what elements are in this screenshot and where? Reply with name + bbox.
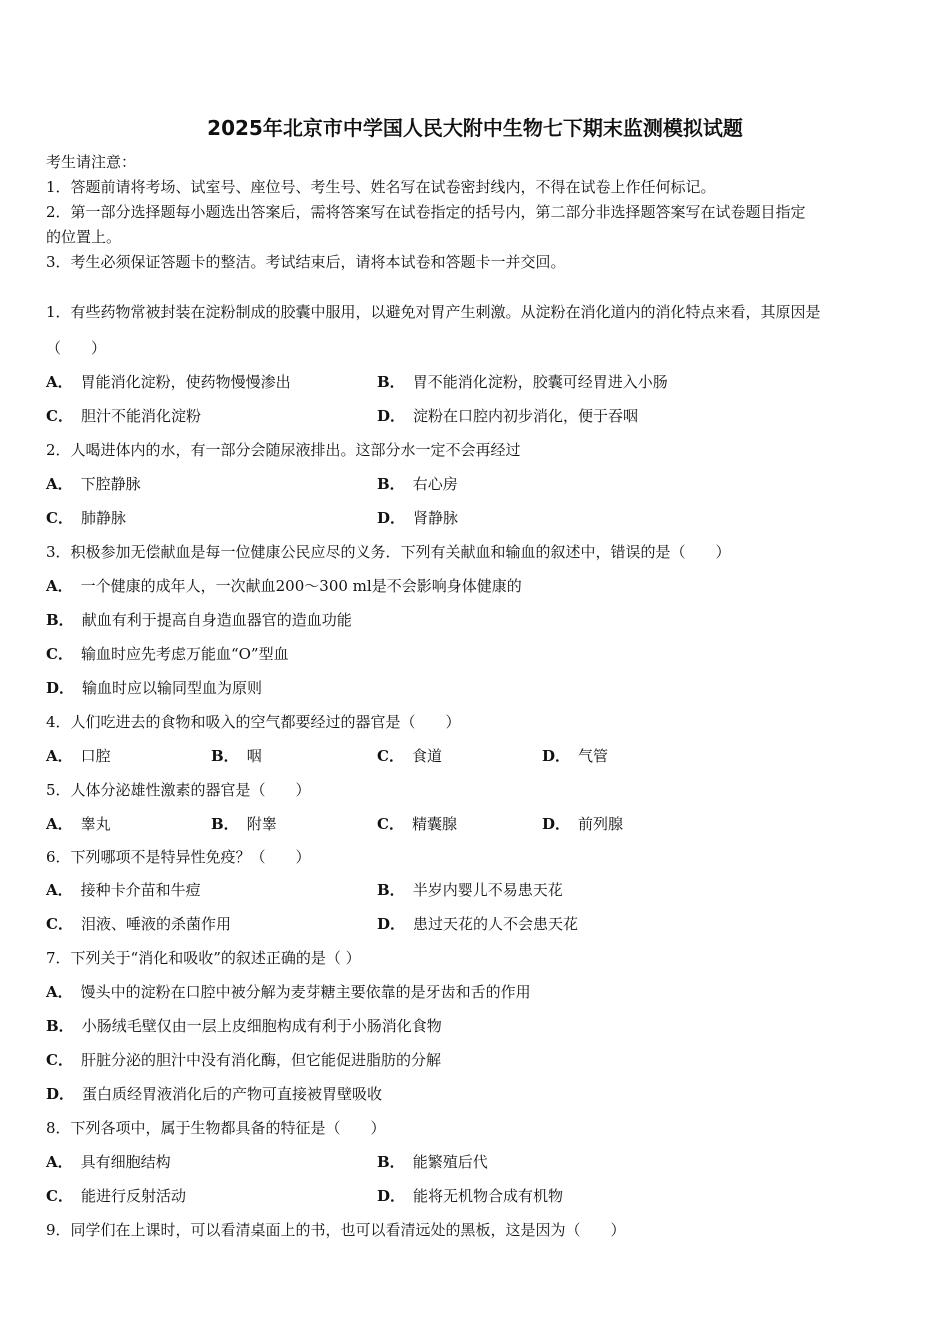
option-letter: B．: [46, 1017, 74, 1035]
question-stem: 4．人们吃进去的食物和吸入的空气都要经过的器官是（ ）: [46, 713, 461, 731]
option-b: [377, 372, 668, 392]
question-stem: 9．同学们在上课时，可以看清桌面上的书，也可以看清远处的黑板，这是因为（ ）: [46, 1221, 626, 1239]
option-letter: A．: [46, 815, 73, 833]
option-text: 食道: [411, 747, 442, 765]
option-letter: B．: [211, 747, 239, 765]
notice-item: 的位置上。: [46, 228, 122, 246]
option-letter: D．: [377, 915, 406, 933]
option-b: [377, 474, 458, 494]
option-text: 馒头中的淀粉在口腔中被分解为麦芽糖主要依靠的是牙齿和舌的作用: [80, 983, 531, 1001]
option-text: 蛋白质经胃液消化后的产物可直接被胃壁吸收: [82, 1085, 383, 1103]
question-stem-blank: （ ）: [46, 339, 107, 357]
option-b: [211, 814, 277, 834]
option-text: 献血有利于提高自身造血器官的造血功能: [81, 611, 352, 629]
option-letter: A．: [46, 475, 73, 493]
option-text: 前列腺: [578, 815, 624, 833]
option-d: [542, 746, 608, 766]
notice-item: 3．考生必须保证答题卡的整洁。考试结束后，请将本试卷和答题卡一并交回。: [46, 253, 566, 271]
option-letter: C．: [46, 407, 73, 425]
notice-item: 1．答题前请将考场、试室号、座位号、考生号、姓名写在试卷密封线内，不得在试卷上作任何标记。: [46, 178, 716, 196]
option-text: 精囊腺: [411, 815, 457, 833]
option-text: 泪液、唾液的杀菌作用: [80, 915, 231, 933]
option-letter: A．: [46, 373, 73, 391]
option-text: 下腔静脉: [80, 475, 141, 493]
option-d: [46, 678, 262, 698]
option-text: 输血时应先考虑万能血“O”型血: [80, 645, 289, 663]
question-stem: 6．下列哪项不是特异性免疫？（ ）: [46, 848, 311, 866]
question-stem: 3．积极参加无偿献血是每一位健康公民应尽的义务．下列有关献血和输血的叙述中，错误的是（ ）: [46, 543, 731, 561]
option-letter: C．: [377, 747, 404, 765]
option-letter: D．: [377, 509, 406, 527]
option-text: 咽: [246, 747, 262, 765]
option-b: [46, 610, 352, 630]
option-letter: B．: [377, 373, 405, 391]
question-stem: 5．人体分泌雄性激素的器官是（ ）: [46, 781, 311, 799]
option-c: [46, 914, 231, 934]
option-text: 患过天花的人不会患天花: [413, 915, 579, 933]
option-c: [46, 1186, 186, 1206]
option-text: 能繁殖后代: [412, 1153, 488, 1171]
option-letter: C．: [46, 1051, 73, 1069]
option-letter: D．: [377, 407, 406, 425]
option-text: 小肠绒毛壁仅由一层上皮细胞构成有利于小肠消化食物: [81, 1017, 442, 1035]
option-c: [46, 406, 201, 426]
option-a: [46, 982, 531, 1002]
option-text: 胆汁不能消化淀粉: [80, 407, 201, 425]
option-letter: D．: [46, 1085, 75, 1103]
option-a: [46, 372, 291, 392]
option-text: 肺静脉: [80, 509, 126, 527]
question-stem: 1．有些药物常被封装在淀粉制成的胶囊中服用，以避免对胃产生刺激。从淀粉在消化道内的消化特点来看，其原因是: [46, 303, 821, 321]
option-a: [46, 746, 111, 766]
option-text: 右心房: [412, 475, 458, 493]
option-text: 胃不能消化淀粉，胶囊可经胃进入小肠: [412, 373, 668, 391]
option-letter: D．: [46, 679, 75, 697]
option-text: 附睾: [246, 815, 277, 833]
option-text: 半岁内婴儿不易患天花: [412, 881, 563, 899]
option-letter: A．: [46, 577, 73, 595]
option-d: [542, 814, 623, 834]
option-letter: D．: [377, 1187, 406, 1205]
option-letter: B．: [377, 1153, 405, 1171]
option-text: 具有细胞结构: [80, 1153, 171, 1171]
option-letter: C．: [46, 509, 73, 527]
option-letter: B．: [46, 611, 74, 629]
option-text: 睾丸: [80, 815, 111, 833]
option-b: [377, 1152, 488, 1172]
option-d: [377, 914, 578, 934]
option-letter: D．: [542, 747, 571, 765]
option-letter: A．: [46, 747, 73, 765]
option-a: [46, 1152, 171, 1172]
option-letter: B．: [377, 881, 405, 899]
option-letter: D．: [542, 815, 571, 833]
option-text: 口腔: [80, 747, 111, 765]
option-text: 肾静脉: [413, 509, 459, 527]
option-letter: C．: [46, 645, 73, 663]
option-letter: A．: [46, 881, 73, 899]
option-c: [46, 1050, 441, 1070]
option-a: [46, 880, 201, 900]
option-text: 淀粉在口腔内初步消化，便于吞咽: [413, 407, 639, 425]
option-a: [46, 576, 522, 596]
option-text: 能进行反射活动: [80, 1187, 186, 1205]
option-d: [46, 1084, 382, 1104]
option-c: [46, 508, 126, 528]
option-b: [377, 880, 563, 900]
option-b: [46, 1016, 442, 1036]
option-text: 胃能消化淀粉，使药物慢慢渗出: [80, 373, 291, 391]
option-letter: A．: [46, 983, 73, 1001]
question-stem: 7．下列关于“消化和吸收”的叙述正确的是（ ）: [46, 949, 361, 967]
option-letter: C．: [377, 815, 404, 833]
option-a: [46, 814, 111, 834]
option-letter: B．: [211, 815, 239, 833]
notice-heading: 考生请注意：: [46, 153, 137, 171]
option-text: 输血时应以输同型血为原则: [82, 679, 263, 697]
option-text: 能将无机物合成有机物: [413, 1187, 564, 1205]
option-text: 接种卡介苗和牛痘: [80, 881, 201, 899]
option-text: 气管: [578, 747, 609, 765]
option-letter: A．: [46, 1153, 73, 1171]
option-letter: B．: [377, 475, 405, 493]
question-stem: 8．下列各项中，属于生物都具备的特征是（ ）: [46, 1119, 386, 1137]
option-c: [377, 746, 442, 766]
option-d: [377, 406, 638, 426]
option-text: 肝脏分泌的胆汁中没有消化酶，但它能促进脂肪的分解: [80, 1051, 441, 1069]
option-c: [377, 814, 457, 834]
option-b: [211, 746, 262, 766]
option-letter: C．: [46, 915, 73, 933]
option-text: 一个健康的成年人，一次献血200～300 ml是不会影响身体健康的: [80, 577, 522, 595]
option-a: [46, 474, 141, 494]
notice-item: 2．第一部分选择题每小题选出答案后，需将答案写在试卷指定的括号内，第二部分非选择题答案写在试卷题目指定: [46, 203, 806, 221]
option-d: [377, 508, 458, 528]
option-d: [377, 1186, 563, 1206]
page-title: 2025年北京市中学国人民大附中生物七下期末监测模拟试题: [207, 116, 743, 140]
option-c: [46, 644, 289, 664]
question-stem: 2．人喝进体内的水，有一部分会随尿液排出。这部分水一定不会再经过: [46, 441, 521, 459]
option-letter: C．: [46, 1187, 73, 1205]
